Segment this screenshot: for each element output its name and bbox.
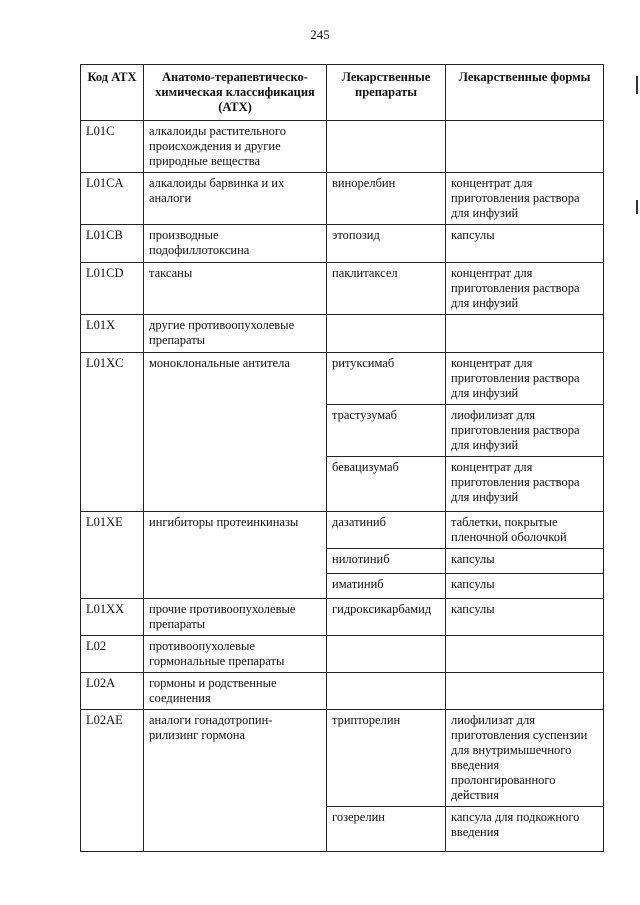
atc-code-cell: L01CA bbox=[81, 173, 144, 225]
atc-code-cell: L01CD bbox=[81, 263, 144, 315]
table-row bbox=[81, 315, 604, 353]
table-header-row bbox=[81, 65, 604, 121]
drug-cell: ритуксимаб bbox=[327, 353, 446, 405]
drug-cell: трипторелин bbox=[327, 710, 446, 807]
dosage-form-cell: капсулы bbox=[446, 574, 604, 599]
classification-cell: аналоги гонадотропин-рилизинг гормона bbox=[144, 710, 327, 852]
classification-cell: алкалоиды барвинка и их аналоги bbox=[144, 173, 327, 225]
atc-code-cell: L01C bbox=[81, 121, 144, 173]
dosage-form-cell: лиофилизат для приготовления раствора для инфузий bbox=[446, 405, 604, 457]
drug-cell: трастузумаб bbox=[327, 405, 446, 457]
table-row bbox=[81, 636, 604, 673]
dosage-form-cell: концентрат для приготовления раствора для инфузий bbox=[446, 353, 604, 405]
table-row bbox=[81, 225, 604, 263]
dosage-form-cell: концентрат для приготовления раствора для инфузий bbox=[446, 263, 604, 315]
drug-cell: гидроксикарбамид bbox=[327, 599, 446, 636]
table-row bbox=[81, 710, 604, 807]
dosage-form-cell: капсулы bbox=[446, 599, 604, 636]
drug-cell: паклитаксел bbox=[327, 263, 446, 315]
dosage-form-cell: капсула для подкожного введения bbox=[446, 807, 604, 852]
table-row bbox=[81, 512, 604, 549]
drug-cell bbox=[327, 315, 446, 353]
drug-cell bbox=[327, 636, 446, 673]
header-forms: Лекарственные формы bbox=[446, 65, 604, 121]
drug-cell: дазатиниб bbox=[327, 512, 446, 549]
classification-cell: противоопухолевые гормональные препараты bbox=[144, 636, 327, 673]
atc-code-cell: L01XC bbox=[81, 353, 144, 512]
page-number: 245 bbox=[310, 27, 330, 42]
scan-edge-mark bbox=[636, 76, 638, 94]
classification-cell: гормоны и родственные соединения bbox=[144, 673, 327, 710]
atc-code-cell: L01CB bbox=[81, 225, 144, 263]
classification-cell: прочие противоопухолевые препараты bbox=[144, 599, 327, 636]
classification-cell: таксаны bbox=[144, 263, 327, 315]
header-classification: Анатомо-терапевтическо-химическая классификация (АТХ) bbox=[144, 65, 327, 121]
atc-code-cell: L01XE bbox=[81, 512, 144, 599]
table-row bbox=[81, 263, 604, 315]
dosage-form-cell: концентрат для приготовления раствора для инфузий bbox=[446, 457, 604, 512]
atc-table bbox=[80, 64, 604, 852]
drug-cell bbox=[327, 121, 446, 173]
header-drugs: Лекарственные препараты bbox=[327, 65, 446, 121]
drug-cell: иматиниб bbox=[327, 574, 446, 599]
drug-cell: винорелбин bbox=[327, 173, 446, 225]
header-code: Код АТХ bbox=[81, 65, 144, 121]
dosage-form-cell bbox=[446, 121, 604, 173]
scan-edge-mark bbox=[636, 200, 638, 214]
table-row bbox=[81, 121, 604, 173]
dosage-form-cell: капсулы bbox=[446, 549, 604, 574]
table-row bbox=[81, 673, 604, 710]
dosage-form-cell: концентрат для приготовления раствора для инфузий bbox=[446, 173, 604, 225]
drug-cell: нилотиниб bbox=[327, 549, 446, 574]
drug-cell bbox=[327, 673, 446, 710]
drug-cell: бевацизумаб bbox=[327, 457, 446, 512]
atc-code-cell: L02A bbox=[81, 673, 144, 710]
dosage-form-cell: капсулы bbox=[446, 225, 604, 263]
table-row bbox=[81, 353, 604, 405]
dosage-form-cell bbox=[446, 315, 604, 353]
atc-code-cell: L02 bbox=[81, 636, 144, 673]
dosage-form-cell: таблетки, покрытые пленочной оболочкой bbox=[446, 512, 604, 549]
atc-code-cell: L01X bbox=[81, 315, 144, 353]
atc-code-cell: L02AE bbox=[81, 710, 144, 852]
classification-cell: производные подофиллотоксина bbox=[144, 225, 327, 263]
dosage-form-cell: лиофилизат для приготовления суспензии для внутримышечного введения пролонгированного действия bbox=[446, 710, 604, 807]
drug-cell: гозерелин bbox=[327, 807, 446, 852]
dosage-form-cell bbox=[446, 673, 604, 710]
classification-cell: моноклональные антитела bbox=[144, 353, 327, 512]
atc-code-cell: L01XX bbox=[81, 599, 144, 636]
classification-cell: другие противоопухолевые препараты bbox=[144, 315, 327, 353]
table-row bbox=[81, 599, 604, 636]
dosage-form-cell bbox=[446, 636, 604, 673]
classification-cell: ингибиторы протеинкиназы bbox=[144, 512, 327, 599]
table-body bbox=[81, 121, 604, 852]
table-row bbox=[81, 173, 604, 225]
drug-cell: этопозид bbox=[327, 225, 446, 263]
classification-cell: алкалоиды растительного происхождения и другие природные вещества bbox=[144, 121, 327, 173]
